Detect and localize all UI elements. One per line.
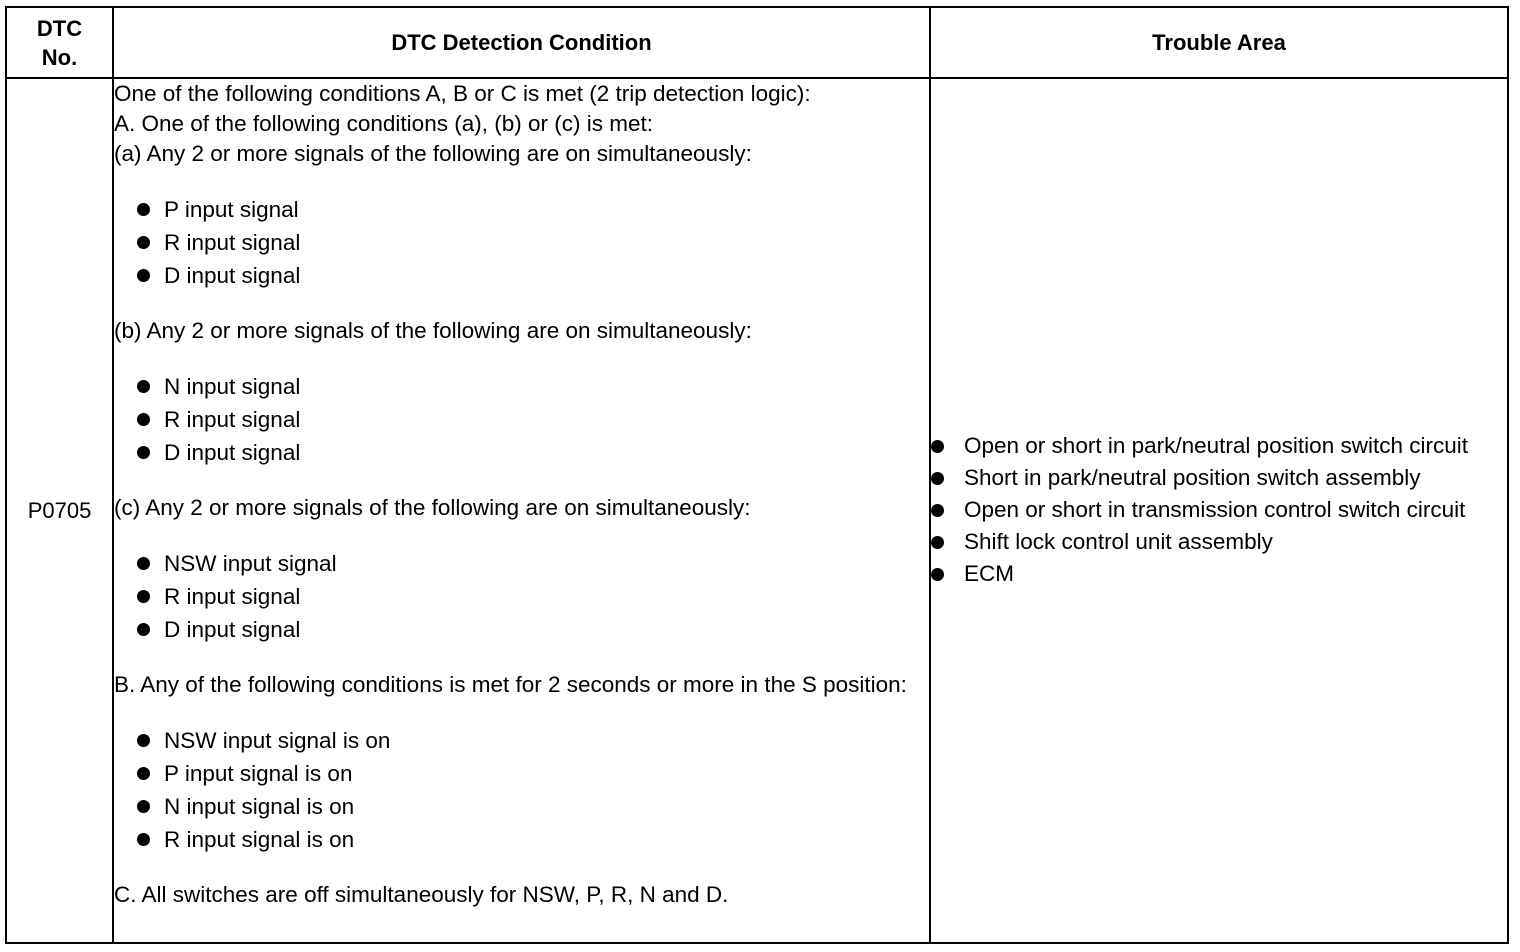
bullet-icon <box>137 557 150 570</box>
condition-a-intro: A. One of the following conditions (a), (b) or (c) is met: <box>114 111 653 136</box>
condition-c-label: (c) Any 2 or more signals of the following are on simultaneously: <box>114 495 751 520</box>
bullet-icon <box>931 504 944 517</box>
condition-b-cond-list <box>114 724 929 856</box>
header-detection-condition: DTC Detection Condition <box>113 7 930 78</box>
bullet-icon <box>931 472 944 485</box>
list-item: ECM <box>931 559 1507 589</box>
header-dtc-no: DTC No. <box>6 7 113 78</box>
list-item: N input signal is on <box>137 790 929 823</box>
bullet-icon <box>931 440 944 453</box>
condition-a-list <box>114 193 929 292</box>
list-item: D input signal <box>137 436 929 469</box>
list-item: P input signal <box>137 193 929 226</box>
trouble-area-cell <box>930 78 1508 943</box>
header-trouble-area: Trouble Area <box>930 7 1508 78</box>
bullet-icon <box>137 734 150 747</box>
list-item: Open or short in transmission control switch circuit <box>931 495 1507 525</box>
list-item: R input signal <box>137 580 929 613</box>
bullet-icon <box>137 623 150 636</box>
condition-b-label: (b) Any 2 or more signals of the following are on simultaneously: <box>114 318 752 343</box>
list-item: R input signal is on <box>137 823 929 856</box>
list-item: Shift lock control unit assembly <box>931 527 1507 557</box>
list-item: Open or short in park/neutral position switch circuit <box>931 431 1507 461</box>
bullet-icon <box>931 536 944 549</box>
bullet-icon <box>137 380 150 393</box>
list-item: NSW input signal <box>137 547 929 580</box>
bullet-icon <box>137 833 150 846</box>
bullet-icon <box>137 203 150 216</box>
bullet-icon <box>137 413 150 426</box>
bullet-icon <box>137 446 150 459</box>
condition-c-cond: C. All switches are off simultaneously for NSW, P, R, N and D. <box>114 882 729 907</box>
list-item: P input signal is on <box>137 757 929 790</box>
bullet-icon <box>137 236 150 249</box>
bullet-icon <box>137 767 150 780</box>
list-item: NSW input signal is on <box>137 724 929 757</box>
list-item: N input signal <box>137 370 929 403</box>
bullet-icon <box>931 568 944 581</box>
list-item: D input signal <box>137 613 929 646</box>
condition-b-list <box>114 370 929 469</box>
condition-b-cond-intro: B. Any of the following conditions is met for 2 seconds or more in the S position: <box>114 672 907 697</box>
bullet-icon <box>137 269 150 282</box>
bullet-icon <box>137 800 150 813</box>
trouble-area-list <box>931 431 1507 589</box>
list-item: Short in park/neutral position switch assembly <box>931 463 1507 493</box>
table-row <box>6 78 1508 943</box>
detection-condition-cell <box>113 78 930 943</box>
header-row <box>6 7 1508 78</box>
list-item: R input signal <box>137 226 929 259</box>
dtc-table <box>5 6 1509 944</box>
condition-a-label: (a) Any 2 or more signals of the following are on simultaneously: <box>114 141 752 166</box>
bullet-icon <box>137 590 150 603</box>
condition-intro: One of the following conditions A, B or C is met (2 trip detection logic): <box>114 81 811 106</box>
list-item: R input signal <box>137 403 929 436</box>
condition-c-list <box>114 547 929 646</box>
dtc-code: P0705 <box>6 78 113 943</box>
list-item: D input signal <box>137 259 929 292</box>
